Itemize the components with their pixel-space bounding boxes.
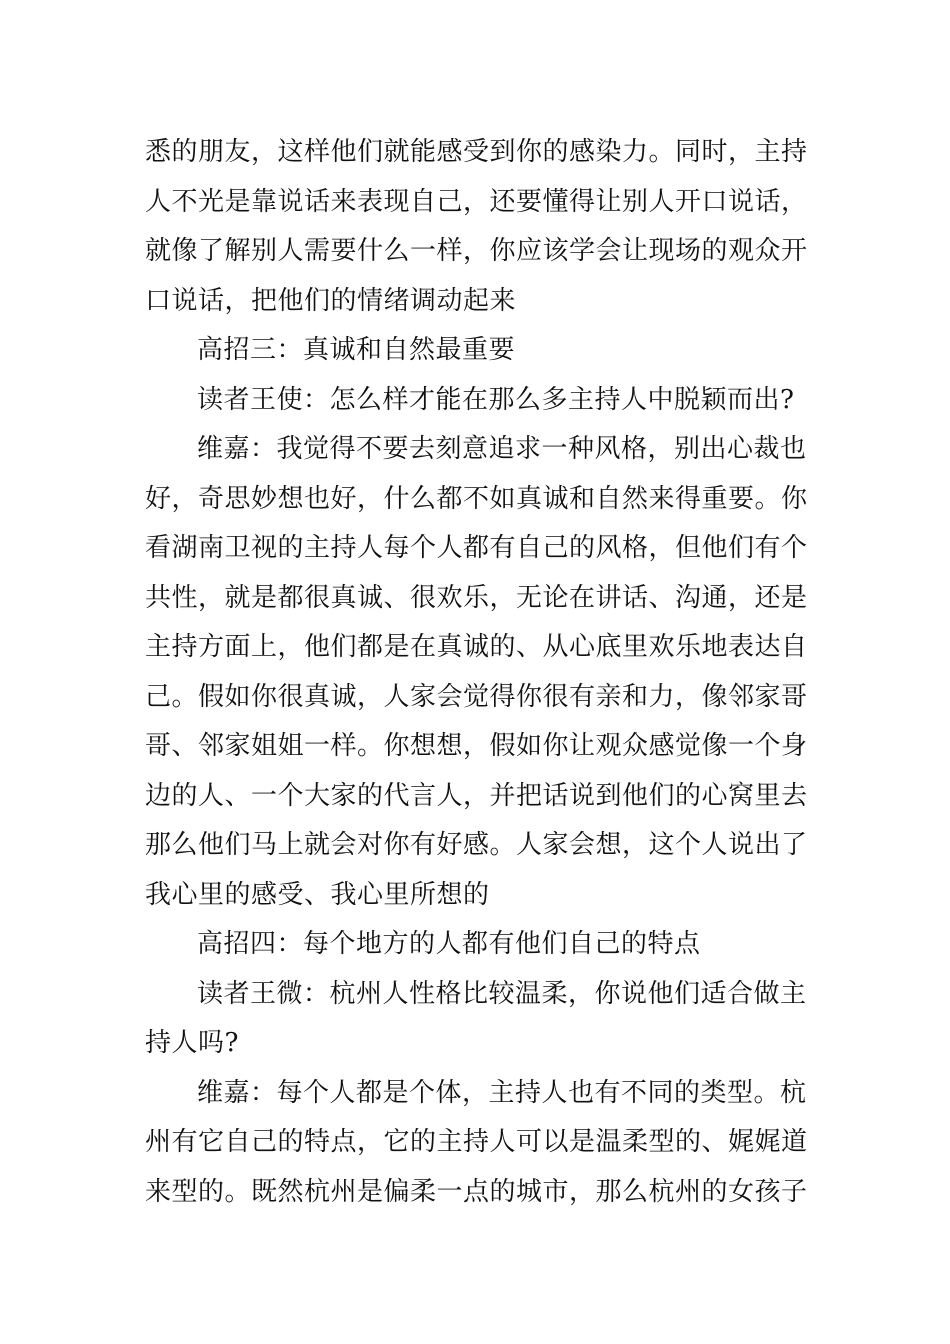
text-line: 口说话，把他们的情绪调动起来: [145, 285, 517, 316]
text-line: 那么他们马上就会对你有好感。人家会想，这个人说出了: [145, 830, 808, 860]
text-line: 人不光是靠说话来表现自己，还要懂得让别人开口说话，: [145, 186, 808, 217]
section-heading: 高招四：每个地方的人都有他们自己的特点: [197, 929, 701, 959]
text-line: 持人吗?: [145, 1028, 239, 1058]
text-line: 主持方面上，他们都是在真诚的、从心底里欢乐地表达自: [145, 632, 808, 662]
text-line: 己。假如你很真诚，人家会觉得你很有亲和力，像邻家哥: [145, 681, 808, 712]
text-line: 共性，就是都很真诚、很欢乐，无论在讲话、沟通，还是: [145, 582, 808, 613]
text-line: 哥、邻家姐姐一样。你想想，假如你让观众感觉像一个身: [145, 731, 808, 761]
text-line: 悉的朋友，这样他们就能感受到你的感染力。同时，主持: [145, 137, 808, 167]
text-line: 我心里的感受、我心里所想的: [145, 879, 490, 910]
text-line: 就像了解别人需要什么一样，你应该学会让现场的观众开: [145, 236, 808, 266]
text-line: 州有它自己的特点，它的主持人可以是温柔型的、娓娓道: [145, 1127, 808, 1157]
paragraph-start: 维嘉：我觉得不要去刻意追求一种风格，别出心裁也: [197, 434, 807, 464]
text-line: 边的人、一个大家的代言人，并把话说到他们的心窝里去: [145, 780, 808, 811]
body-text: [145, 128, 815, 1217]
text-line: 看湖南卫视的主持人每个人都有自己的风格，但他们有个: [145, 533, 808, 563]
section-heading: 高招三：真诚和自然最重要: [197, 335, 516, 365]
text-line: 来型的。既然杭州是偏柔一点的城市，那么杭州的女孩子: [145, 1176, 808, 1207]
text-line: 好，奇思妙想也好，什么都不如真诚和自然来得重要。你: [145, 483, 808, 514]
reader-question: 读者王微：杭州人性格比较温柔，你说他们适合做主: [197, 978, 807, 1009]
paragraph-start: 维嘉：每个人都是个体，主持人也有不同的类型。杭: [197, 1077, 807, 1108]
reader-question: 读者王使：怎么样才能在那么多主持人中脱颖而出?: [197, 384, 795, 415]
